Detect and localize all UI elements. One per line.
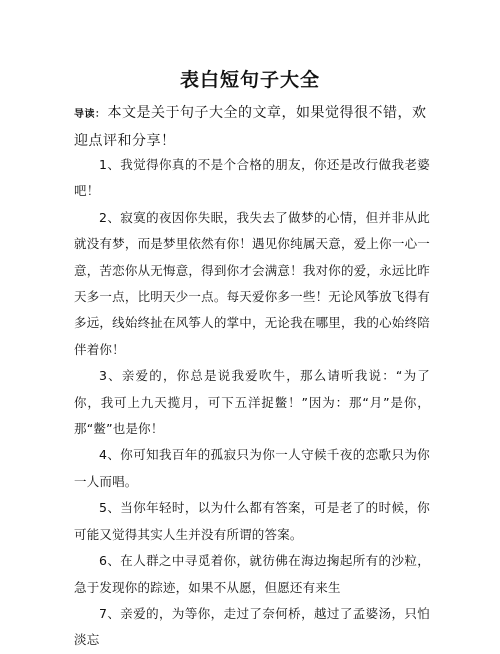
paragraph-4: 4、你可知我百年的孤寂只为你一人守候千夜的恋歌只为你一人而唱。 [74, 447, 430, 489]
article-body [74, 152, 430, 654]
paragraph-7: 7、亲爱的，为等你，走过了奈何桥，越过了孟婆汤，只怕淡忘 [74, 605, 430, 648]
intro-block [74, 100, 434, 155]
paragraph-5: 5、当你年轻时，以为什么都有答案，可是老了的时候，你可能又觉得其实人生并没有所谓的答案。 [74, 500, 430, 542]
paragraph-3: 3、亲爱的，你总是说我爱吹牛，那么请听我说：“为了你，我可上九天揽月，可下五洋捉鳖！”因为：那“月”是你，那“鳖”也是你！ [74, 368, 430, 437]
paragraph-2: 2、寂寞的夜因你失眠，我失去了做梦的心情，但并非从此就没有梦，而是梦里依然有你！遇见你纯属天意，爱上你一心一意，苦恋你从无悔意，得到你才会满意！我对你的爱，永远比昨天多一点，比明天少一点。每天爱你多一些！无论风筝放飞得有多远，线始终扯在风筝人的掌中，无论我在哪里，我的心始终陪伴着你！ [74, 209, 430, 357]
paragraph-1: 1、我觉得你真的不是个合格的朋友，你还是改行做我老婆吧！ [74, 157, 430, 199]
intro-label: 导读： [74, 109, 106, 120]
intro-text: 本文是关于句子大全的文章，如果觉得很不错，欢迎点评和分享！ [74, 105, 427, 149]
page-title: 表白短句子大全 [179, 69, 320, 91]
paragraph-6: 6、在人群之中寻觅着你，就彷佛在海边掬起所有的沙粒，急于发现你的踪迹，如果不从愿，但愿还有来生 [74, 553, 430, 595]
